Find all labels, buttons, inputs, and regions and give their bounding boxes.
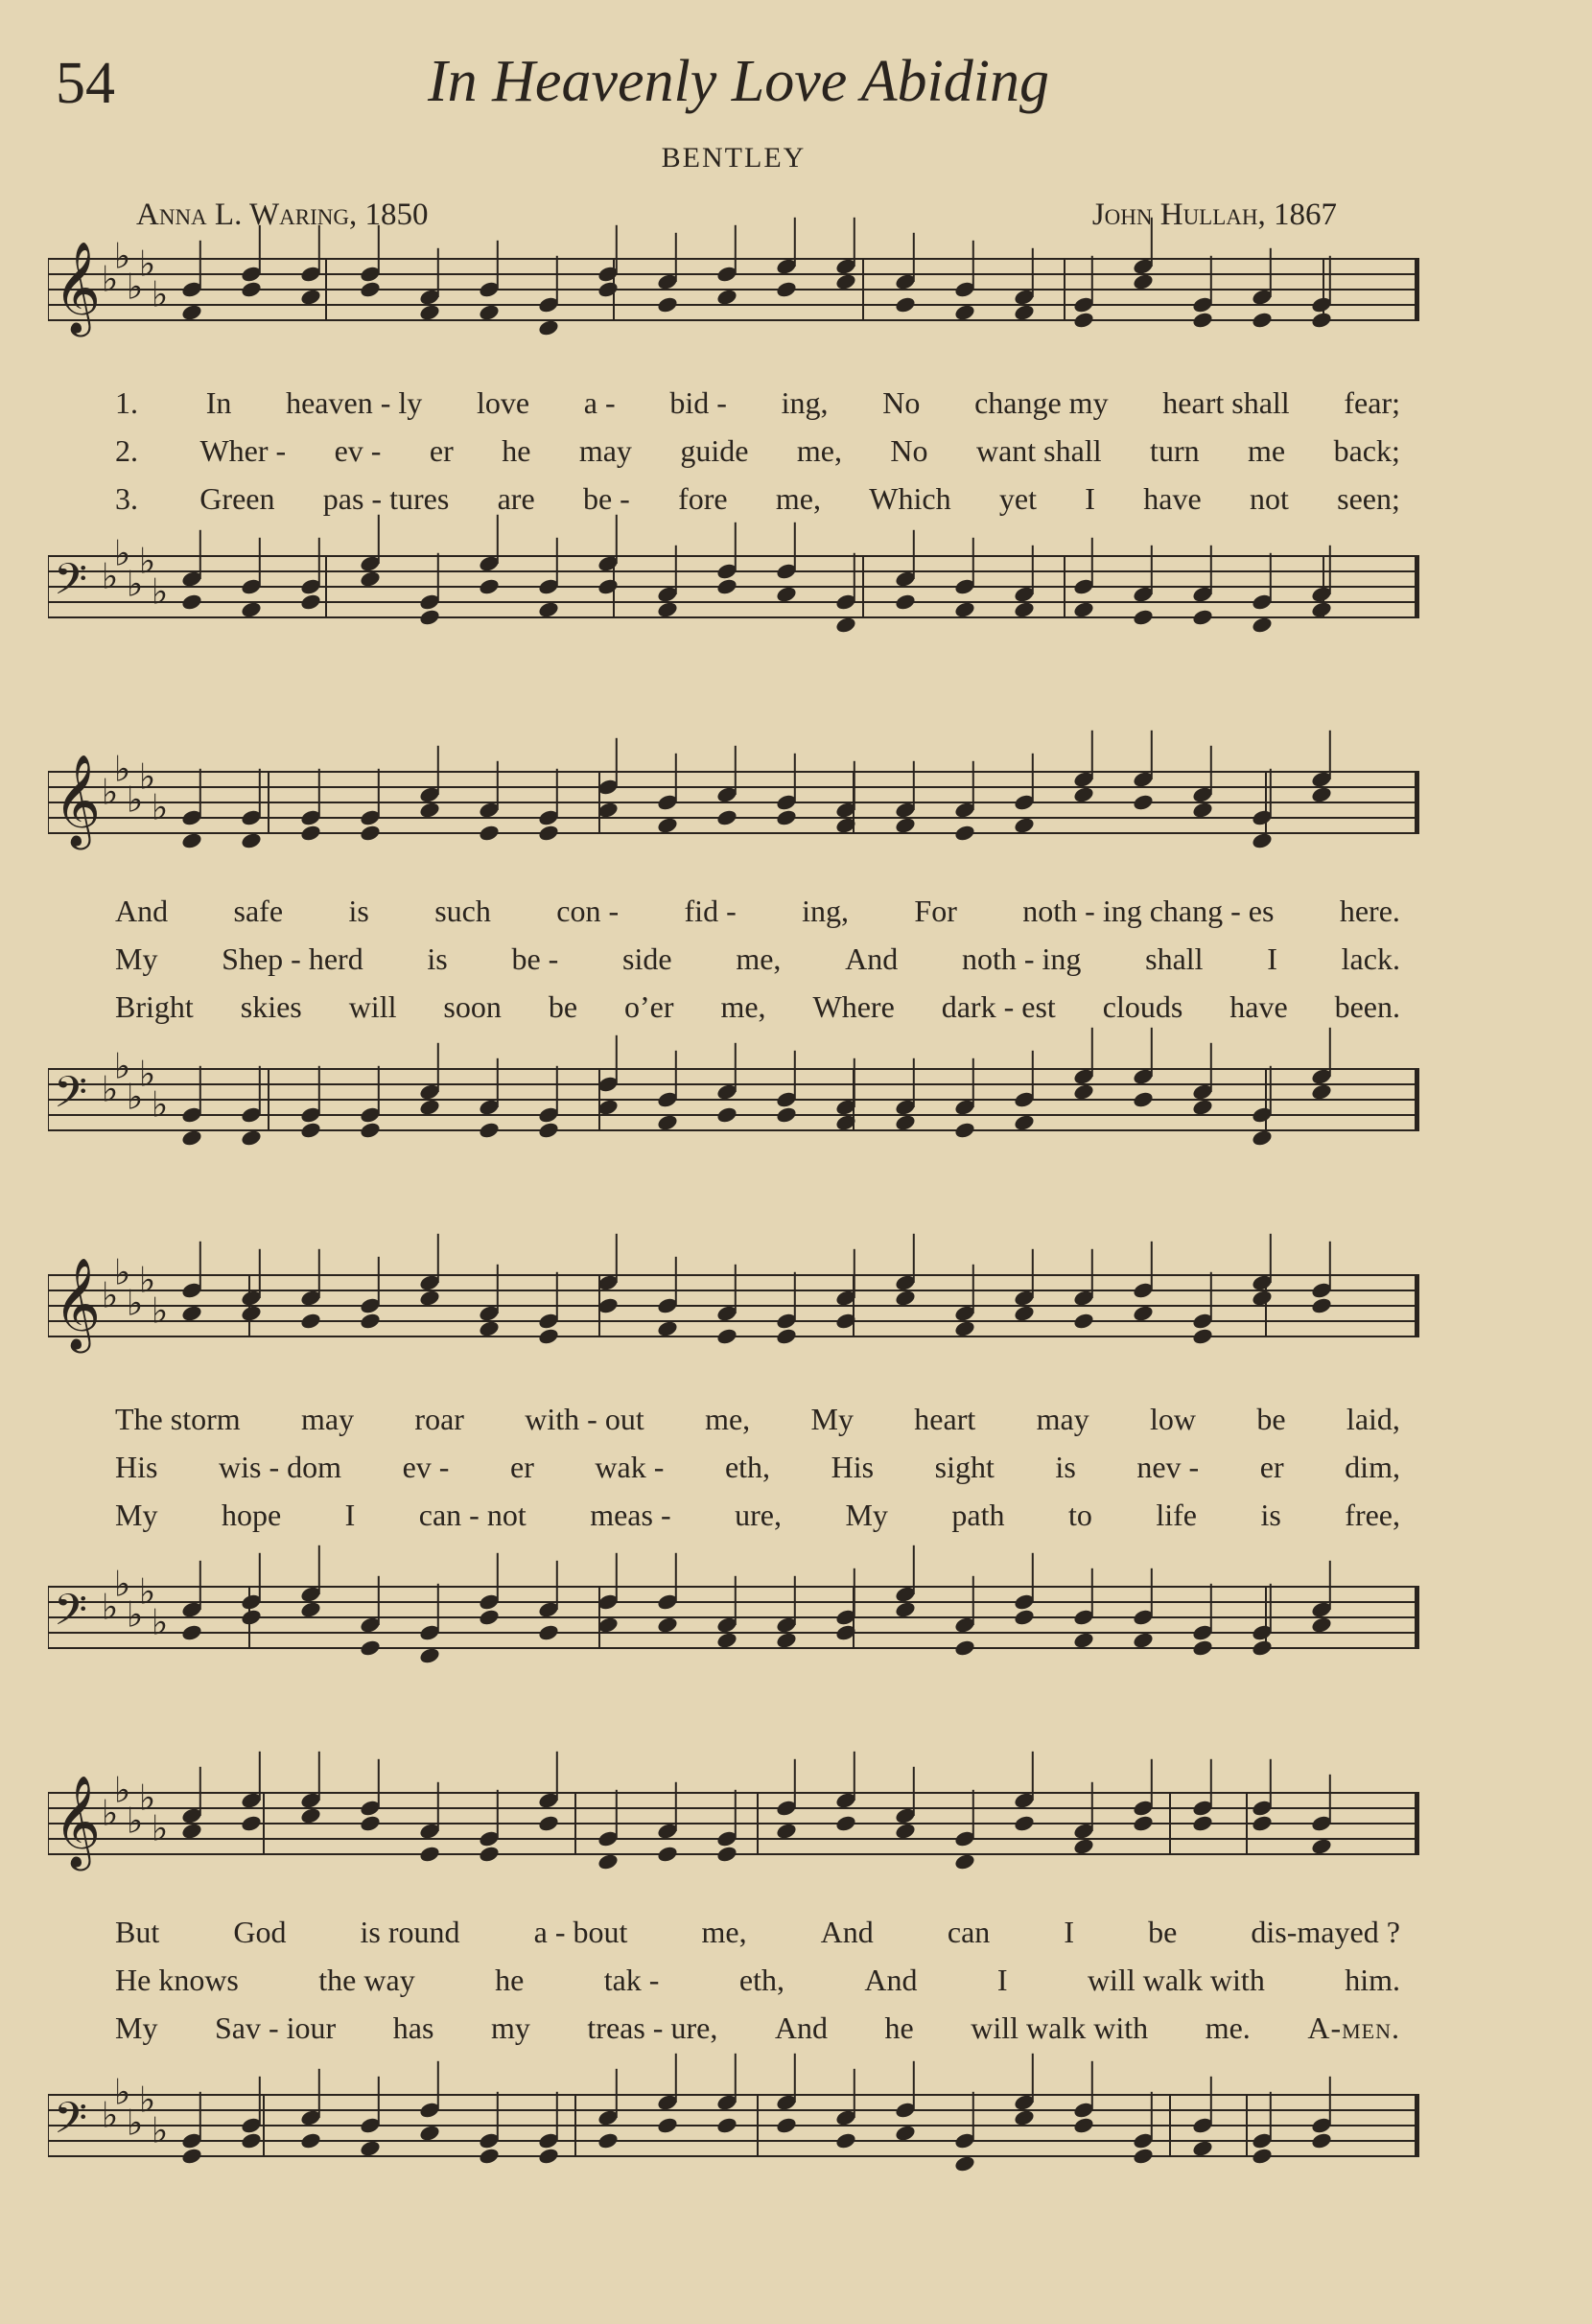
lyric-syllable: free, xyxy=(1345,1498,1400,1532)
note-head xyxy=(240,2131,262,2150)
note-head xyxy=(478,2147,500,2166)
note-head xyxy=(1310,1837,1332,1856)
lyric-syllable: I xyxy=(1085,481,1095,516)
lyric-syllable: Green xyxy=(199,481,275,516)
treble-clef-icon: 𝄞 xyxy=(54,1256,102,1350)
lyric-syllable: God xyxy=(233,1915,287,1949)
note-head xyxy=(775,1822,797,1841)
lyric-syllable: low xyxy=(1150,1402,1197,1436)
note-head xyxy=(180,1822,202,1841)
lyric-syllable: he xyxy=(884,2010,914,2045)
bass-clef-icon: 𝄢 xyxy=(54,1585,87,1645)
note-head xyxy=(834,1814,856,1833)
flat-icon: ♭ xyxy=(127,563,144,605)
flat-icon: ♭ xyxy=(152,1290,169,1332)
lyric-syllable: yet xyxy=(998,481,1037,516)
lyric-syllable: guide xyxy=(680,433,749,468)
note-head xyxy=(359,1814,381,1833)
lyric-syllable: skies xyxy=(240,989,302,1024)
note-head xyxy=(1072,1837,1094,1856)
lyric-syllable: me, xyxy=(720,989,766,1024)
lyric-syllable: me, xyxy=(796,433,842,468)
lyric-syllable: And xyxy=(845,941,899,976)
lyric-syllable: ev - xyxy=(334,433,382,468)
note-head xyxy=(953,1852,975,1871)
flat-icon: ♭ xyxy=(152,1807,169,1849)
hymn-title: In Heavenly Love Abiding xyxy=(428,49,1049,114)
flat-icon: ♭ xyxy=(152,1601,169,1643)
lyric-syllable: is round xyxy=(360,1915,460,1949)
note-head xyxy=(359,2139,381,2158)
lyric-syllable: My xyxy=(810,1402,854,1436)
flat-icon: ♭ xyxy=(102,1586,119,1628)
lyric-syllable: sight xyxy=(934,1450,995,1484)
lyric-syllable: lack. xyxy=(1341,941,1400,976)
lyric-syllable: I xyxy=(344,1498,356,1532)
lyric-syllable: I xyxy=(1267,941,1277,976)
lyric-syllable: ev - xyxy=(402,1450,450,1484)
lyric-syllable: Shep - herd xyxy=(222,941,363,976)
lyric-syllable: will xyxy=(348,989,397,1024)
lyric-syllable: My xyxy=(115,2010,158,2045)
lyric-syllable: ing, xyxy=(802,894,850,928)
lyric-syllable: have xyxy=(1229,989,1288,1024)
flat-icon: ♭ xyxy=(139,755,156,798)
note-head xyxy=(894,2124,916,2143)
note-head xyxy=(597,2131,619,2150)
flat-icon: ♭ xyxy=(139,1777,156,1819)
flat-icon: ♭ xyxy=(114,2071,131,2113)
flat-icon: ♭ xyxy=(127,1282,144,1324)
lyric-syllable: him. xyxy=(1345,1963,1400,1997)
lyric-syllable: His xyxy=(831,1450,875,1484)
lyric-syllable: want shall xyxy=(975,433,1102,468)
lyric-syllable: me, xyxy=(705,1402,751,1436)
flat-icon: ♭ xyxy=(152,273,169,315)
flat-icon: ♭ xyxy=(102,555,119,597)
flat-icon: ♭ xyxy=(152,570,169,613)
treble-clef-icon: 𝄞 xyxy=(54,753,102,847)
tune-name: BENTLEY xyxy=(661,142,807,174)
lyric-syllable: are xyxy=(497,481,535,516)
lyric-syllable: His xyxy=(115,1450,158,1484)
lyric-syllable: is xyxy=(427,941,448,976)
lyric-syllable: In xyxy=(205,385,232,420)
lyric-syllable: clouds xyxy=(1102,989,1183,1024)
flat-icon: ♭ xyxy=(127,2102,144,2144)
lyric-syllable: Which xyxy=(869,481,951,516)
lyric-syllable: a - xyxy=(583,385,616,420)
lyric-syllable: side xyxy=(622,941,672,976)
lyric-syllable: And xyxy=(864,1963,918,1997)
lyric-syllable: to xyxy=(1067,1498,1092,1532)
lyric-syllable: dark - est xyxy=(941,989,1056,1024)
lyric-syllable: con - xyxy=(556,894,620,928)
flat-icon: ♭ xyxy=(139,1053,156,1095)
lyric-syllable: The storm xyxy=(115,1402,241,1436)
lyric-syllable: o’er xyxy=(623,989,674,1024)
lyric-syllable: pas - tures xyxy=(322,481,450,516)
note-head xyxy=(418,1845,440,1864)
note-head xyxy=(299,2131,321,2150)
lyric-syllable: Where xyxy=(812,989,895,1024)
bass-clef-icon: 𝄢 xyxy=(54,1067,87,1127)
page-number: 54 xyxy=(56,51,115,116)
lyric-syllable: wak - xyxy=(595,1450,665,1484)
lyric-syllable: safe xyxy=(233,894,284,928)
lyric-syllable: may xyxy=(300,1402,355,1436)
bass-clef-icon: 𝄢 xyxy=(54,2093,87,2153)
note-head xyxy=(1013,1814,1035,1833)
lyric-syllable: can xyxy=(947,1915,991,1949)
lyric-syllable: with - out xyxy=(525,1402,644,1436)
lyric-syllable: heart shall xyxy=(1162,385,1290,420)
note-head xyxy=(180,2147,202,2166)
lyric-syllable: turn xyxy=(1150,433,1200,468)
lyric-syllable: eth, xyxy=(738,1963,784,1997)
flat-icon: ♭ xyxy=(114,235,131,277)
lyric-syllable: meas - xyxy=(590,1498,671,1532)
flat-icon: ♭ xyxy=(127,266,144,308)
flat-icon: ♭ xyxy=(114,1251,131,1293)
flat-icon: ♭ xyxy=(114,532,131,574)
flat-icon: ♭ xyxy=(102,1274,119,1316)
lyric-syllable: er xyxy=(1259,1450,1284,1484)
lyric-syllable: seen; xyxy=(1337,481,1400,516)
note-head xyxy=(418,2124,440,2143)
lyric-syllable: be xyxy=(1148,1915,1178,1949)
lyric-syllable: No xyxy=(882,385,921,420)
note-head xyxy=(656,2116,678,2135)
lyric-syllable: Wher - xyxy=(199,433,287,468)
lyric-syllable: My xyxy=(115,1498,158,1532)
lyric-syllable: For xyxy=(914,894,957,928)
verse-number: 2. xyxy=(115,433,138,468)
lyric-syllable: fid - xyxy=(684,894,737,928)
lyric-syllable: er xyxy=(510,1450,534,1484)
lyric-syllable: may xyxy=(1036,1402,1089,1436)
lyric-syllable: path xyxy=(951,1498,1005,1532)
lyric-syllable: may xyxy=(578,433,632,468)
lyric-syllable: me. xyxy=(1205,2010,1251,2045)
note-head xyxy=(775,2116,797,2135)
lyric-syllable: eth, xyxy=(724,1450,771,1484)
lyric-syllable: ure, xyxy=(735,1498,782,1532)
flat-icon: ♭ xyxy=(127,779,144,821)
lyric-syllable: hope xyxy=(221,1498,282,1532)
flat-icon: ♭ xyxy=(102,1792,119,1834)
flat-icon: ♭ xyxy=(139,540,156,582)
flat-icon: ♭ xyxy=(139,243,156,285)
lyric-syllable: a - bout xyxy=(533,1915,628,1949)
lyric-syllable: be xyxy=(1256,1402,1286,1436)
treble-clef-icon: 𝄞 xyxy=(54,240,102,334)
lyric-syllable: tak - xyxy=(603,1963,660,1997)
lyric-syllable: laid, xyxy=(1346,1402,1400,1436)
lyric-syllable: been. xyxy=(1334,989,1400,1024)
lyric-syllable: ing, xyxy=(781,385,829,420)
lyric-syllable: has xyxy=(392,2010,434,2045)
lyric-syllable: dim, xyxy=(1345,1450,1400,1484)
lyric-syllable: back; xyxy=(1333,433,1400,468)
lyric-syllable: My xyxy=(115,941,158,976)
note-head xyxy=(240,1814,262,1833)
lyric-syllable: roar xyxy=(414,1402,464,1436)
lyric-syllable: He knows xyxy=(115,1963,239,1997)
note-head xyxy=(656,1845,678,1864)
lyric-syllable: Sav - iour xyxy=(215,2010,337,2045)
lyric-syllable: heaven - ly xyxy=(286,385,423,420)
note-head xyxy=(1132,1814,1154,1833)
note-head xyxy=(1013,2108,1035,2127)
note-head xyxy=(715,2116,737,2135)
verse-number: 3. xyxy=(115,481,138,516)
lyric-syllable: is xyxy=(1055,1450,1076,1484)
flat-icon: ♭ xyxy=(102,1068,119,1110)
flat-icon: ♭ xyxy=(114,1769,131,1811)
note-head xyxy=(537,2147,559,2166)
lyric-syllable: he xyxy=(502,433,531,468)
lyric-syllable: wis - dom xyxy=(219,1450,342,1484)
composer-credit: John Hullah, 1867 xyxy=(1091,198,1337,232)
lyric-syllable: noth - ing chang - es xyxy=(1022,894,1275,928)
lyric-syllable: life xyxy=(1156,1498,1197,1532)
flat-icon: ♭ xyxy=(114,1563,131,1605)
flat-icon: ♭ xyxy=(152,1083,169,1126)
note-head xyxy=(1132,2147,1154,2166)
lyric-syllable: can - not xyxy=(418,1498,527,1532)
amen-label: A-men. xyxy=(1307,2010,1400,2045)
lyric-syllable: my xyxy=(490,2010,530,2045)
note-head xyxy=(953,2154,975,2173)
lyric-syllable: No xyxy=(890,433,928,468)
lyric-syllable: shall xyxy=(1145,941,1204,976)
flat-icon: ♭ xyxy=(127,1800,144,1842)
lyric-syllable: is xyxy=(1260,1498,1281,1532)
flat-icon: ♭ xyxy=(127,1076,144,1118)
note-head xyxy=(1251,1814,1273,1833)
lyric-syllable: will walk with xyxy=(971,2010,1149,2045)
note-head xyxy=(478,1845,500,1864)
lyric-line xyxy=(48,1956,1419,2004)
flat-icon: ♭ xyxy=(139,2079,156,2121)
flat-icon: ♭ xyxy=(152,2109,169,2151)
flat-icon: ♭ xyxy=(102,258,119,300)
flat-icon: ♭ xyxy=(127,1593,144,1636)
note-head xyxy=(1251,2147,1273,2166)
note-head xyxy=(1072,2116,1094,2135)
lyric-syllable: have xyxy=(1143,481,1202,516)
flat-icon: ♭ xyxy=(139,1570,156,1613)
author-credit: Anna L. Waring, 1850 xyxy=(136,198,429,232)
lyric-syllable: love xyxy=(476,385,530,420)
note-head xyxy=(834,2131,856,2150)
lyric-syllable: change my xyxy=(974,385,1109,420)
lyric-syllable: me xyxy=(1248,433,1286,468)
note-head xyxy=(1191,1814,1213,1833)
note-head xyxy=(1310,2131,1332,2150)
lyric-syllable: me, xyxy=(701,1915,747,1949)
lyric-syllable: soon xyxy=(443,989,502,1024)
lyric-syllable: I xyxy=(1064,1915,1075,1949)
flat-icon: ♭ xyxy=(152,786,169,828)
lyric-syllable: bid - xyxy=(669,385,727,420)
lyric-syllable: But xyxy=(115,1915,160,1949)
lyric-line xyxy=(48,1908,1419,1956)
lyric-syllable: be - xyxy=(582,481,630,516)
lyric-syllable: And xyxy=(774,2010,828,2045)
note-head xyxy=(894,1822,916,1841)
note-head xyxy=(537,1814,559,1833)
lyric-syllable: nev - xyxy=(1136,1450,1200,1484)
lyric-syllable: er xyxy=(429,433,454,468)
treble-clef-icon: 𝄞 xyxy=(54,1774,102,1868)
note-head xyxy=(597,1852,619,1871)
lyric-syllable: noth - ing xyxy=(961,941,1082,976)
flat-icon: ♭ xyxy=(102,771,119,813)
lyric-syllable: I xyxy=(996,1963,1008,1997)
lyric-syllable: fore xyxy=(678,481,728,516)
note-head xyxy=(1191,2139,1213,2158)
lyric-syllable: me, xyxy=(775,481,821,516)
lyric-syllable: And xyxy=(820,1915,874,1949)
note-head xyxy=(715,1845,737,1864)
lyric-syllable: heart xyxy=(914,1402,976,1436)
lyric-line xyxy=(48,2004,1419,2052)
lyric-syllable: And xyxy=(115,894,169,928)
lyric-syllable: My xyxy=(845,1498,888,1532)
lyrics-block xyxy=(48,1908,1419,2052)
lyric-syllable: will walk with xyxy=(1087,1963,1265,1997)
lyric-syllable: here. xyxy=(1339,894,1400,928)
lyric-syllable: treas - ure, xyxy=(587,2010,718,2045)
lyric-syllable: such xyxy=(434,894,491,928)
flat-icon: ♭ xyxy=(139,1259,156,1301)
flat-icon: ♭ xyxy=(114,748,131,790)
lyric-syllable: not xyxy=(1249,481,1289,516)
verse-number: 1. xyxy=(115,385,138,420)
note-head xyxy=(299,1806,321,1825)
lyric-syllable: me, xyxy=(736,941,782,976)
lyric-syllable: he xyxy=(495,1963,525,1997)
lyric-syllable: Bright xyxy=(115,989,194,1024)
flat-icon: ♭ xyxy=(114,1045,131,1087)
flat-icon: ♭ xyxy=(102,2094,119,2136)
lyric-syllable: the way xyxy=(318,1963,415,1997)
bass-clef-icon: 𝄢 xyxy=(54,554,87,615)
lyric-syllable: is xyxy=(348,894,369,928)
lyric-syllable: be - xyxy=(511,941,559,976)
lyric-syllable: be xyxy=(548,989,578,1024)
lyric-syllable: dis-mayed ? xyxy=(1251,1915,1400,1949)
lyric-syllable: fear; xyxy=(1344,385,1400,420)
